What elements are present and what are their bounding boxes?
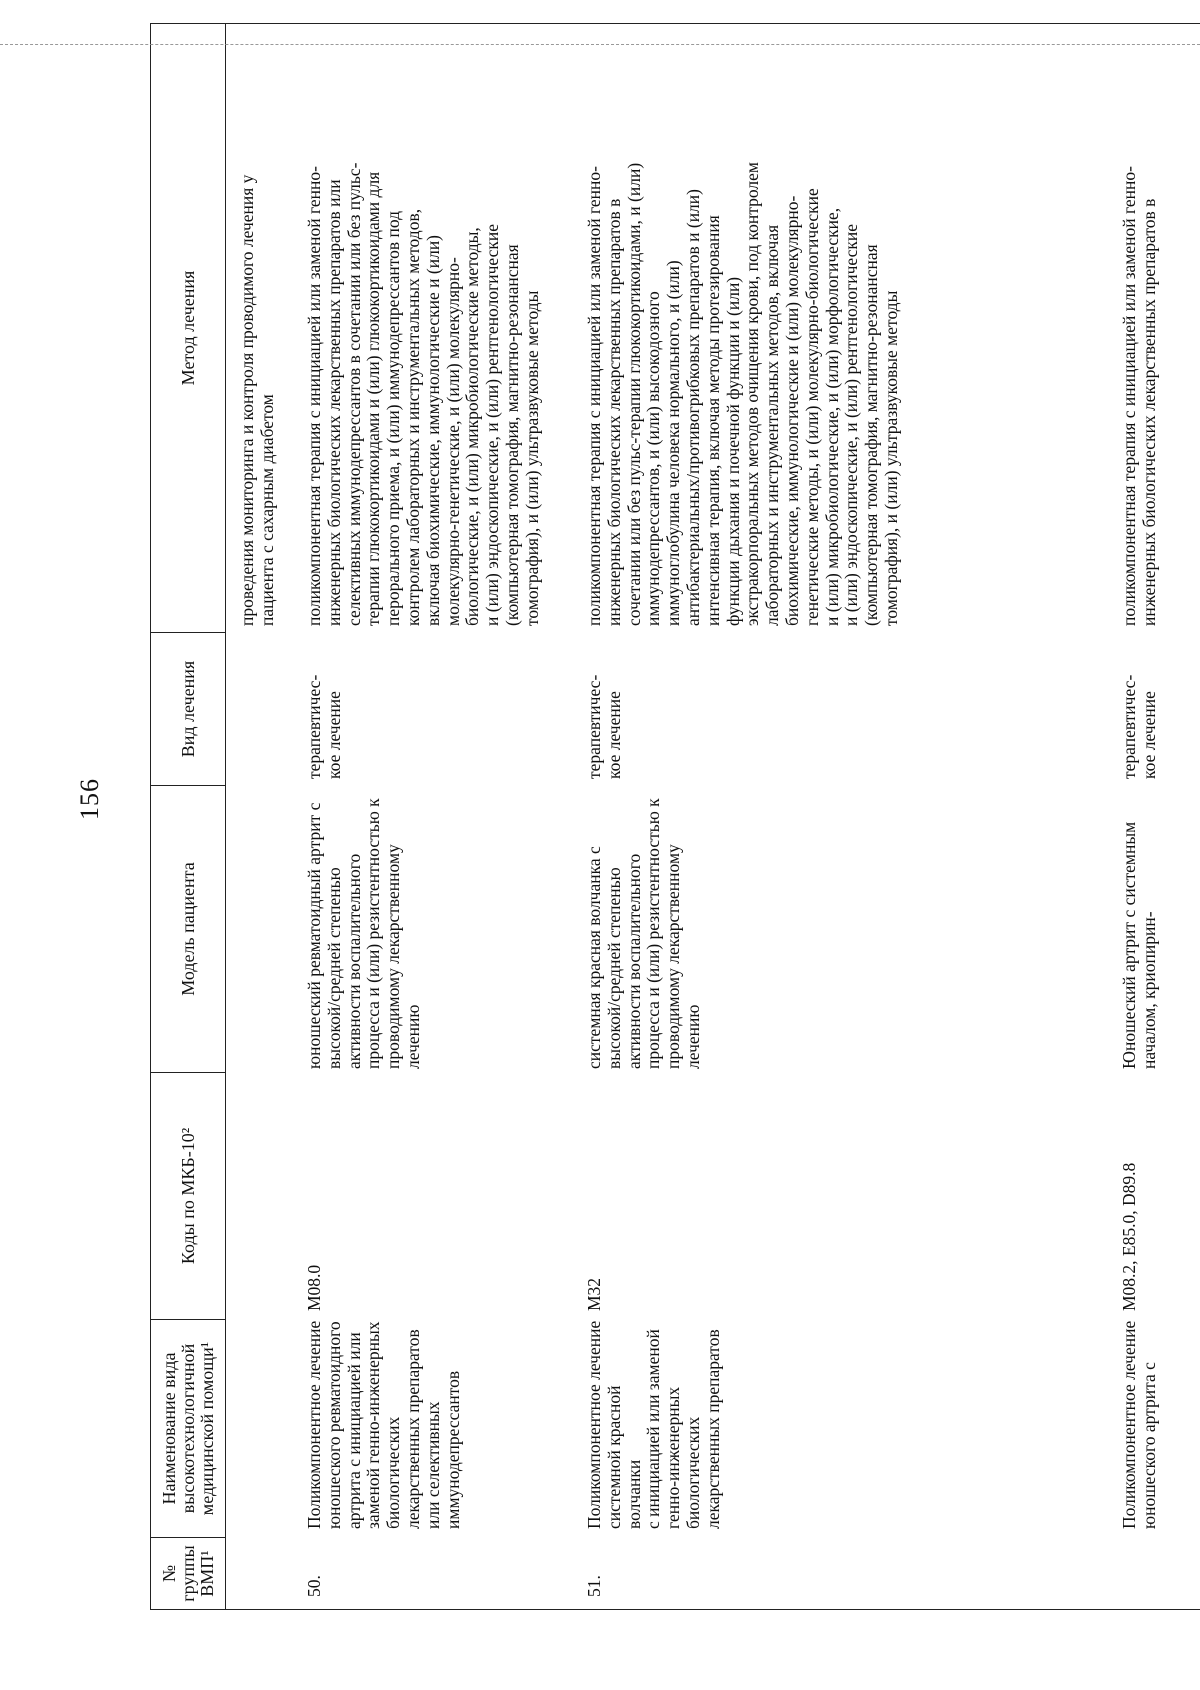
page-number: 156 [75, 778, 104, 820]
treatment-table [150, 23, 1200, 1610]
table-header [150, 24, 226, 1609]
row-50-model: юношеский ревматоидный артрит с высокой/средней степенью активности воспалительного процесса и (или) резистентностью к проводимому лекарственному лечению [304, 798, 423, 1069]
continuation-method-cell: проведения мониторинга и контроля проводимого лечения у пациента с сахарным диабетом [237, 174, 277, 626]
row-51-number: 51. [584, 1575, 604, 1597]
row-51-name: Поликомпонентное лечение системной красной волчанки с инициацией или заменой генно-инженерных биологических лекарственных препаратов [584, 1320, 723, 1529]
header-group-number: № группы ВМП¹ [151, 1537, 225, 1609]
header-treatment-type: Вид лечения [151, 632, 225, 785]
row-51-method: поликомпонентная терапия с инициацией или заменой генно- инженерных биологических лекарственных препаратов в сочетании или без пульс-терапии глюкокортикоидами, и (или) иммунодепрессантов, и (или) высокодозного иммуноглобулина человека нормального, и (или) антибактериальных/противогрибковых препаратов и (или) интенсивная терапия, включая методы протезирования функции дыхания и почечной функции и (или) экстракорпоральных методов очищения крови, под контролем лабораторных и инструментальных методов, включая биохимические, иммунологические и (или) молекулярно- генетические методы, и (или) молекулярно-биологические и (или) микробиологические, и (или) морфологические, и (или) эндоскопические, и (или) рентгенологические (компьютерная томография, магнитно-резонансная томография), и (или) ультразвуковые методы [584, 162, 901, 626]
header-care-name: Наименование вида высокотехнологичной медицинской помощи¹ [151, 1319, 225, 1537]
row-50-type: терапевтичес- кое лечение [304, 674, 344, 779]
row-52-method: поликомпонентная терапия с инициацией или заменой генно- инженерных биологических лекарственных препаратов в [1119, 166, 1159, 626]
row-51-codes: М32 [584, 1277, 604, 1311]
header-treatment-method: Метод лечения [177, 270, 198, 386]
row-52-model: Юношеский артрит с системным началом, криопирин- [1119, 821, 1159, 1069]
row-52-codes: М08.2, Е85.0, D89.8 [1119, 1162, 1139, 1311]
row-51-type: терапевтичес- кое лечение [584, 674, 624, 779]
header-icd-codes: Коды по МКБ-10² [151, 1072, 225, 1319]
row-50-method: поликомпонентная терапия с инициацией или заменой генно- инженерных биологических лекарственных препаратов или селективных иммунодепрессантов в сочетании или без пульс- терапии глюкокортикоидами и (или) глюкокортикоидами для перорального приема, и (или) иммунодепрессантов под контролем лабораторных и инструментальных методов, включая биохимические, иммунологические и (или) молекулярно-генетические, и (или) молекулярно- биологические, и (или) микробиологические методы, и (или) эндоскопические, и (или) рентгенологические (компьютерная томография, магнитно-резонансная томография), и (или) ультразвуковые методы [304, 162, 542, 626]
scan-fold-line [0, 44, 1200, 45]
header-patient-model: Модель пациента [151, 785, 225, 1072]
row-52-name: Поликомпонентное лечение юношеского артрита с [1119, 1320, 1159, 1529]
row-50-number: 50. [304, 1575, 324, 1597]
row-50-codes: М08.0 [304, 1264, 324, 1311]
row-52-type: терапевтичес- кое лечение [1119, 674, 1159, 779]
row-51-model: системная красная волчанка с высокой/средней степенью активности воспалительного процесса и (или) резистентностью к проводимому лекарственному лечению [584, 798, 703, 1069]
row-50-name: Поликомпонентное лечение юношеского ревматоидного артрита с инициацией или заменой генно-инженерных биологических лекарственных препаратов или селективных иммунодепрессантов [304, 1320, 463, 1529]
